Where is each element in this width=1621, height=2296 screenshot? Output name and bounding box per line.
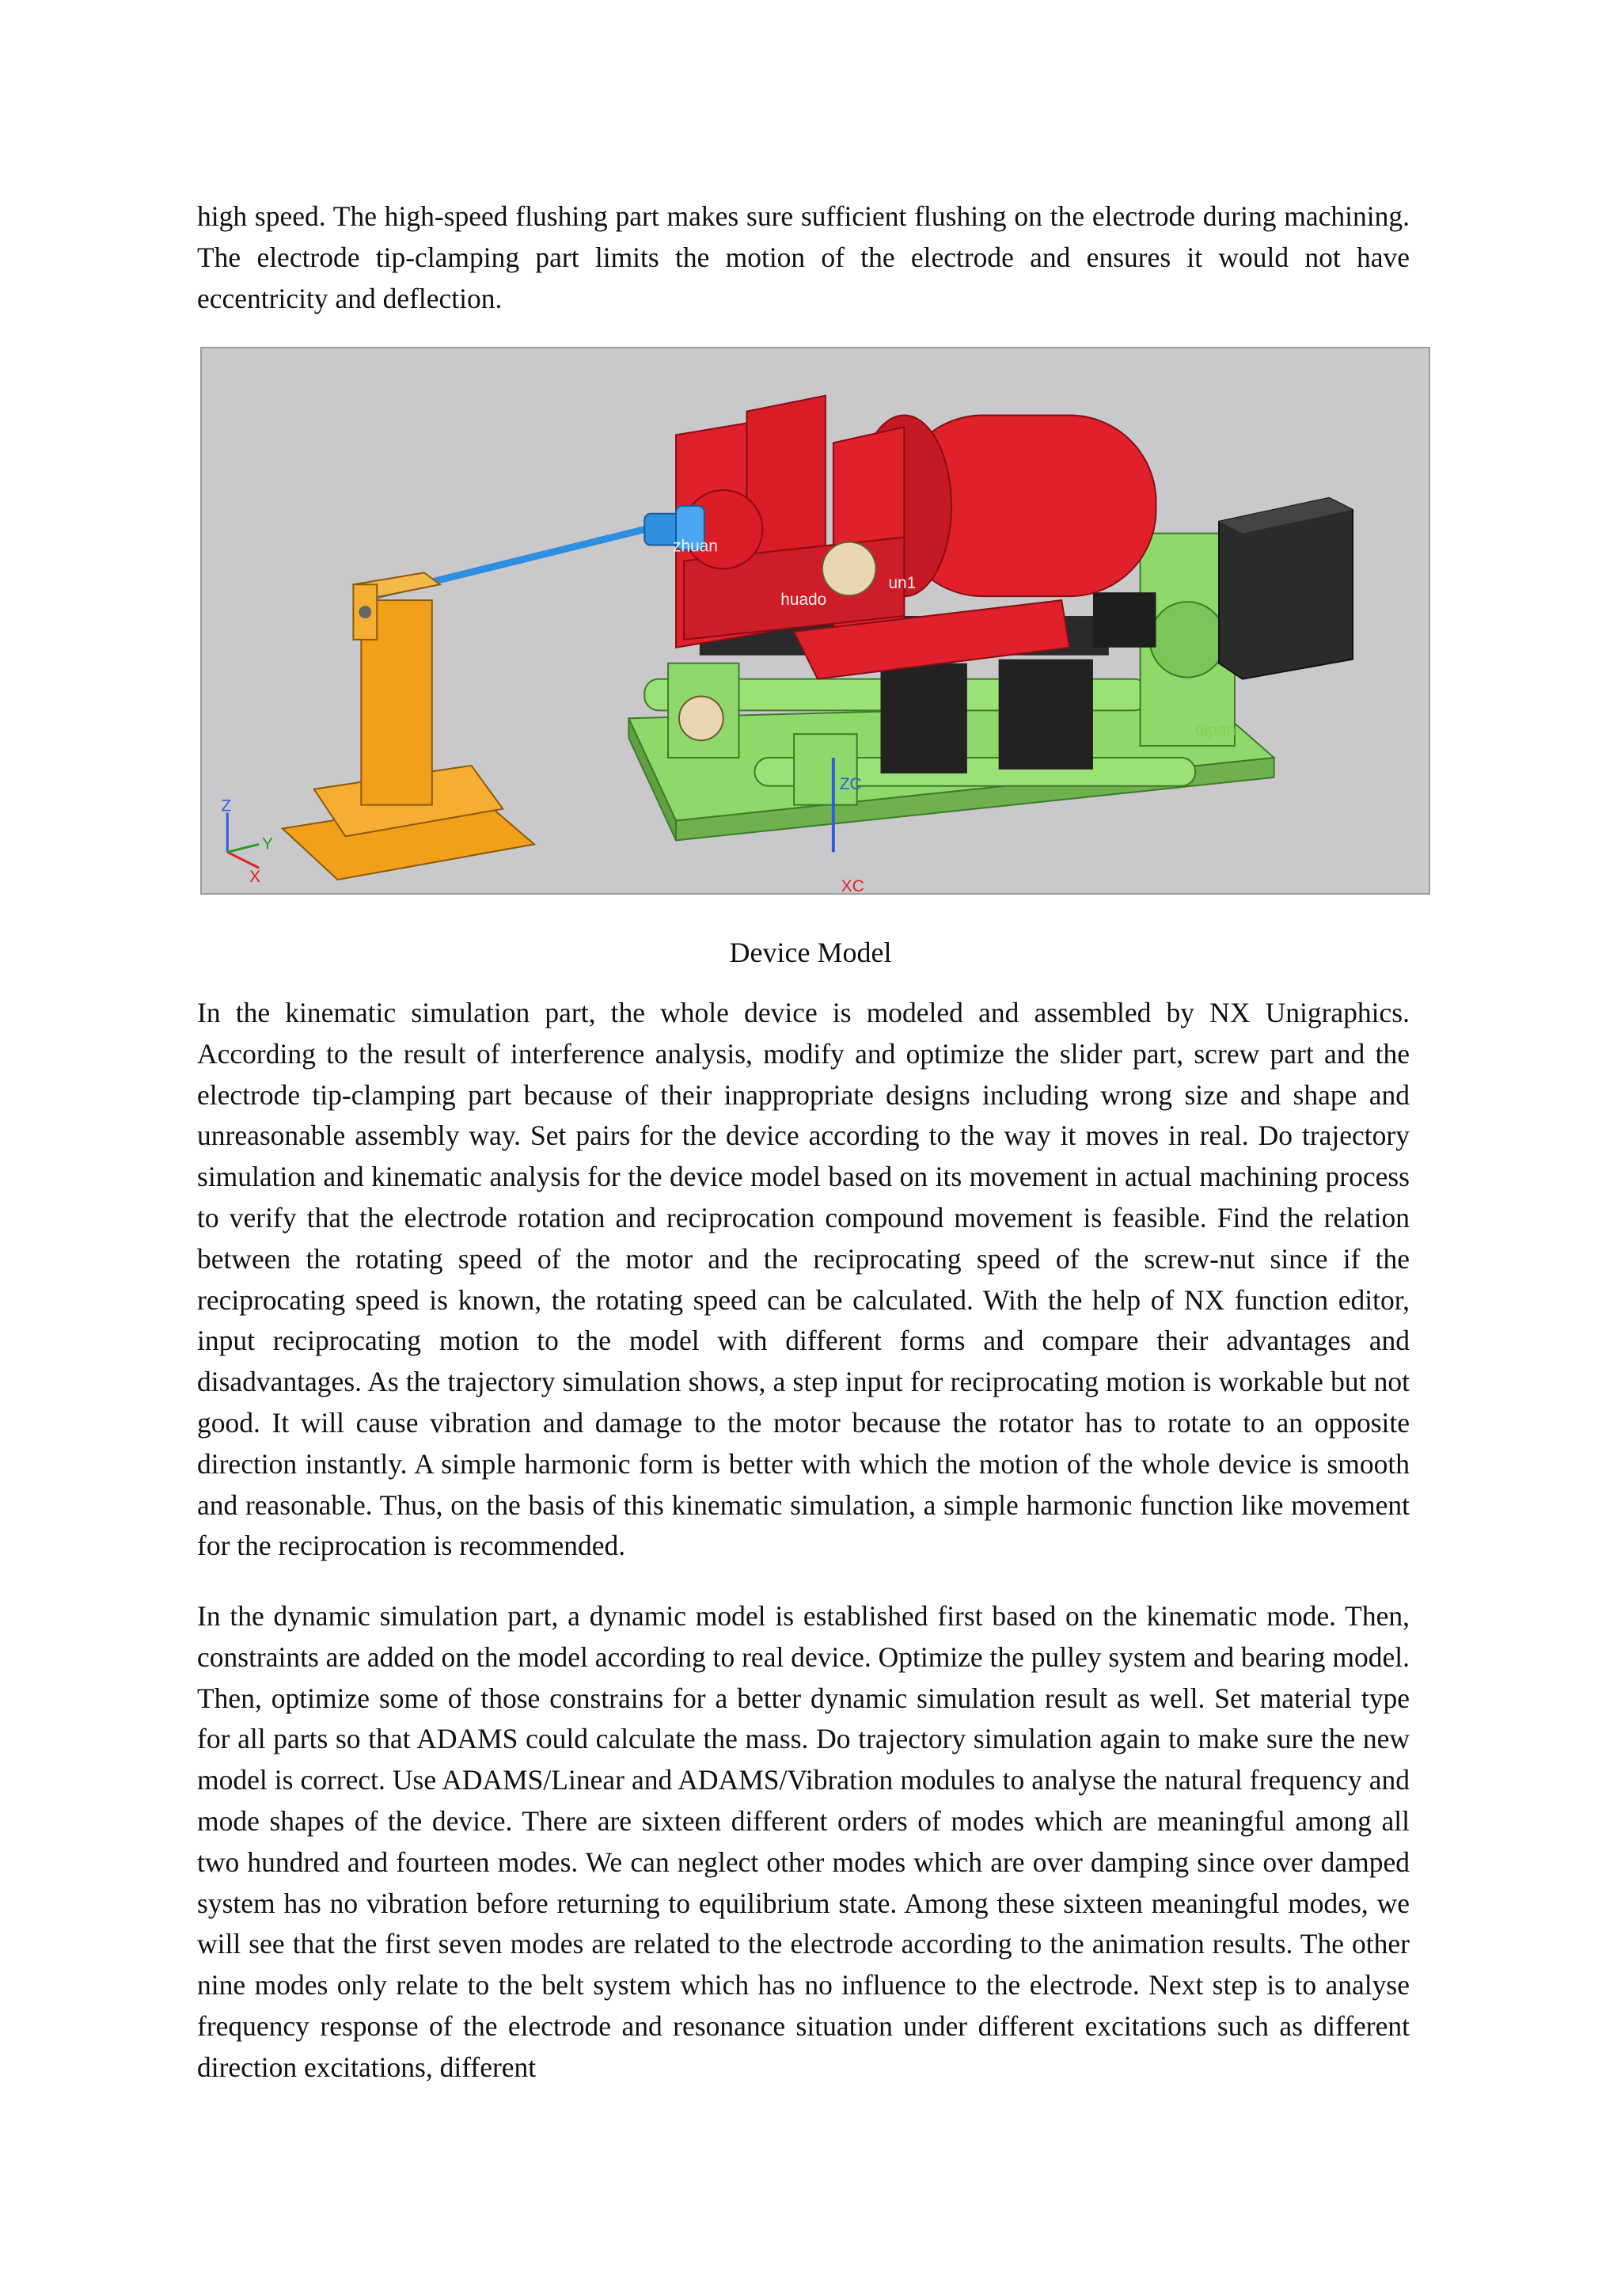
paragraph-dynamic-simulation: In the dynamic simulation part, a dynamic model is established first based on the kinematic mode. Then, constraints are added on the model according to real device. Optimize the pulley system and bearing model. Then, optimize some of those constrains for a better dynamic simulation result as well. Set material type for all parts so that ADAMS could calculate the mass. Do trajectory simulation again to make sure the new model is correct. Use ADAMS/Linear and ADAMS/Vibration modules to analyse the natural frequency and mode shapes of the device. There are sixteen different orders of modes which are meaningful among all two hundred and fourteen modes. We can neglect other modes which are over damping since over damped system has no vibration before returning to equilibrium state. Among these sixteen meaningful modes, we will see that the first seven modes are related to the electrode according to the animation results. The other nine modes only relate to the belt system which has no influence to the electrode. Next step is to analyse frequency response of the electrode and resonance situation under different excitations such as different direction excitations, different bbox=[197, 1600, 1410, 2083]
paragraph-intro-continued: high speed. The high-speed flushing part makes sure sufficient flushing on the electrode during machining. The electrode tip-clamping part limits the motion of the electrode and ensures it would not have eccentricity and deflection. bbox=[197, 200, 1410, 314]
device-model-figure bbox=[200, 347, 1430, 895]
label-zc: ZC bbox=[839, 774, 862, 793]
stepper-motor bbox=[1219, 498, 1353, 679]
label-xc: XC bbox=[841, 877, 864, 893]
figure-caption: Device Model bbox=[729, 937, 892, 968]
axis-label-x: X bbox=[249, 868, 261, 887]
label-huado: huado bbox=[780, 591, 827, 610]
device-model-render bbox=[202, 348, 1429, 893]
orange-tip-clamp bbox=[283, 572, 534, 880]
paragraph-kinematic-simulation: In the kinematic simulation part, the whole device is modeled and assembled by NX Unigraphics. According to the result of interference analysis, modify and optimize the slider part, screw part and the electrode tip-clamping part because of their inappropriate designs including wrong size and shape and unreasonable assembly way. Set pairs for the device according to the way it moves in real. Do trajectory simulation and kinematic analysis for the device model based on its movement in actual machining process to verify that the electrode rotation and reciprocation compound movement is feasible. Find the relation between the rotating speed of the motor and the reciprocating speed of the screw-nut since if the reciprocating speed is known, the rotating speed can be calculated. With the help of NX function editor, input reciprocating motion to the model with different forms and compare their advantages and disadvantages. As the trajectory simulation shows, a step input for reciprocating motion is workable but not good. It will cause vibration and damage to the motor because the rotator has to rotate to an opposite direction instantly. A simple harmonic form is better with which the motion of the whole device is smooth and reasonable. Thus, on the basis of this kinematic simulation, a simple harmonic function like movement for the reciprocation is recommended. bbox=[197, 997, 1410, 1562]
axis-label-y: Y bbox=[262, 834, 273, 853]
axis-label-z: Z bbox=[221, 796, 232, 815]
label-dipan: dipan bbox=[1195, 721, 1236, 740]
label-zhuan: zhuan bbox=[673, 537, 718, 556]
label-un1: un1 bbox=[888, 574, 917, 593]
